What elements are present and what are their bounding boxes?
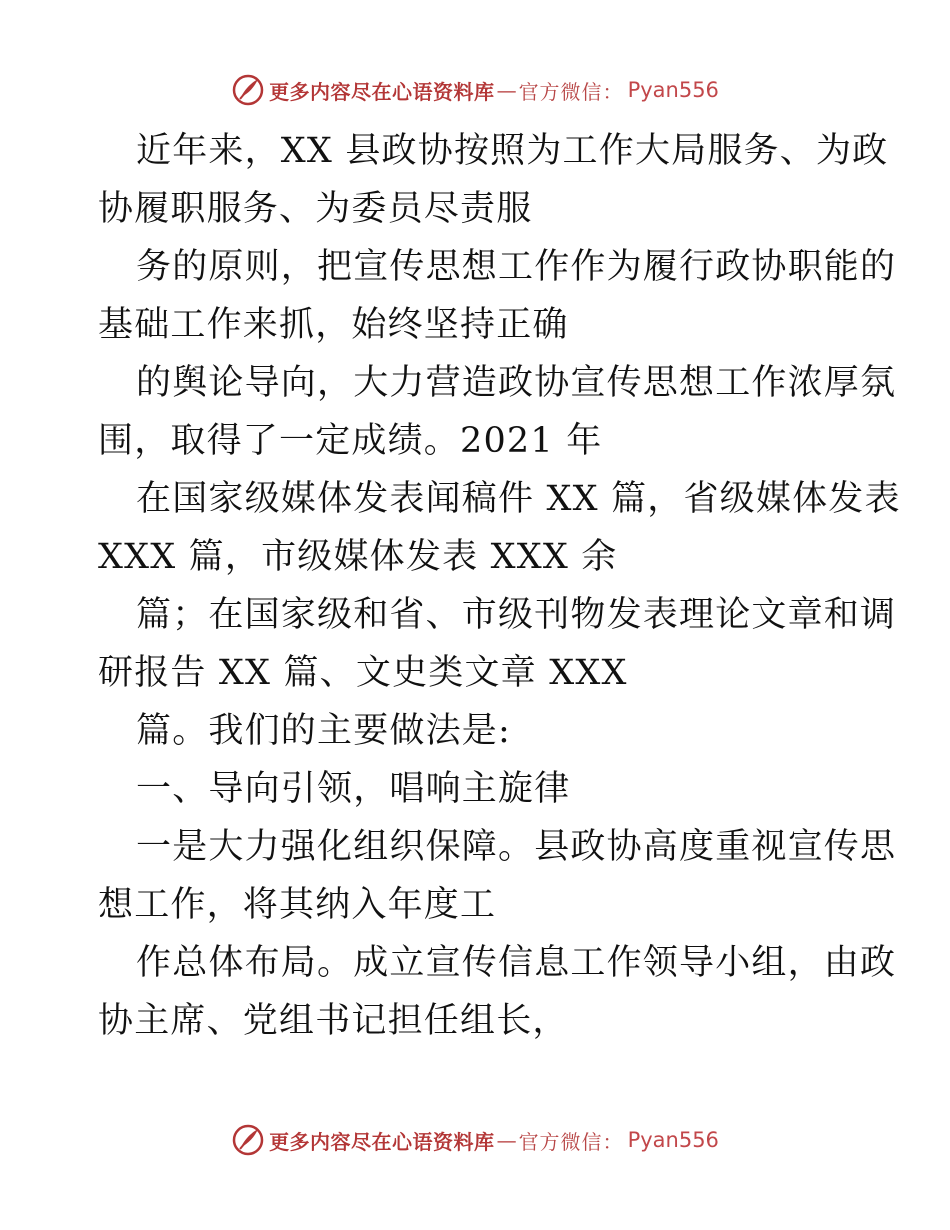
text-line: 想工作，将其纳入年度工 <box>98 885 497 925</box>
text-line: 篇；在国家级和省、市级刊物发表理论文章和调 <box>136 595 897 635</box>
text-line: 围，取得了一定成绩。2021 年 <box>98 421 603 461</box>
text-line: 篇。我们的主要做法是: <box>136 711 511 751</box>
banner-wechat-id: Pyan556 <box>627 1128 719 1152</box>
banner-brand: 更多内容尽在心语资料库 <box>269 79 495 104</box>
banner-brand: 更多内容尽在心语资料库 <box>269 1129 495 1154</box>
text-line: 务的原则，把宣传思想工作作为履行政协职能的 <box>136 247 897 287</box>
banner-wechat-label: 官方微信： <box>518 1129 624 1154</box>
banner-wechat-id: Pyan556 <box>627 78 719 102</box>
text-line: 一是大力强化组织保障。县政协高度重视宣传思 <box>136 827 897 867</box>
banner-separator: — <box>496 78 517 102</box>
quill-logo-icon <box>231 1123 265 1157</box>
text-line: 协履职服务、为委员尽责服 <box>98 189 533 229</box>
text-line: 协主席、党组书记担任组长， <box>98 1001 569 1041</box>
text-line: 基础工作来抓，始终坚持正确 <box>98 305 569 345</box>
body-text <box>98 122 901 1050</box>
header-banner <box>0 70 950 110</box>
banner-separator: — <box>496 1128 517 1152</box>
text-line: 的舆论导向，大力营造政协宣传思想工作浓厚氛 <box>136 363 897 403</box>
section-heading: 一、导向引领，唱响主旋律 <box>136 769 571 809</box>
text-line: 研报告 XX 篇、文史类文章 XXX <box>98 653 628 693</box>
text-line: 在国家级媒体发表闻稿件 XX 篇，省级媒体发表 <box>136 479 901 519</box>
text-line: 近年来，XX 县政协按照为工作大局服务、为政 <box>136 131 889 171</box>
banner-wechat-label: 官方微信： <box>518 79 624 104</box>
text-line: 作总体布局。成立宣传信息工作领导小组，由政 <box>136 943 897 983</box>
text-line: XXX 篇，市级媒体发表 XXX 余 <box>98 537 618 577</box>
footer-banner <box>0 1120 950 1160</box>
quill-logo-icon <box>231 73 265 107</box>
